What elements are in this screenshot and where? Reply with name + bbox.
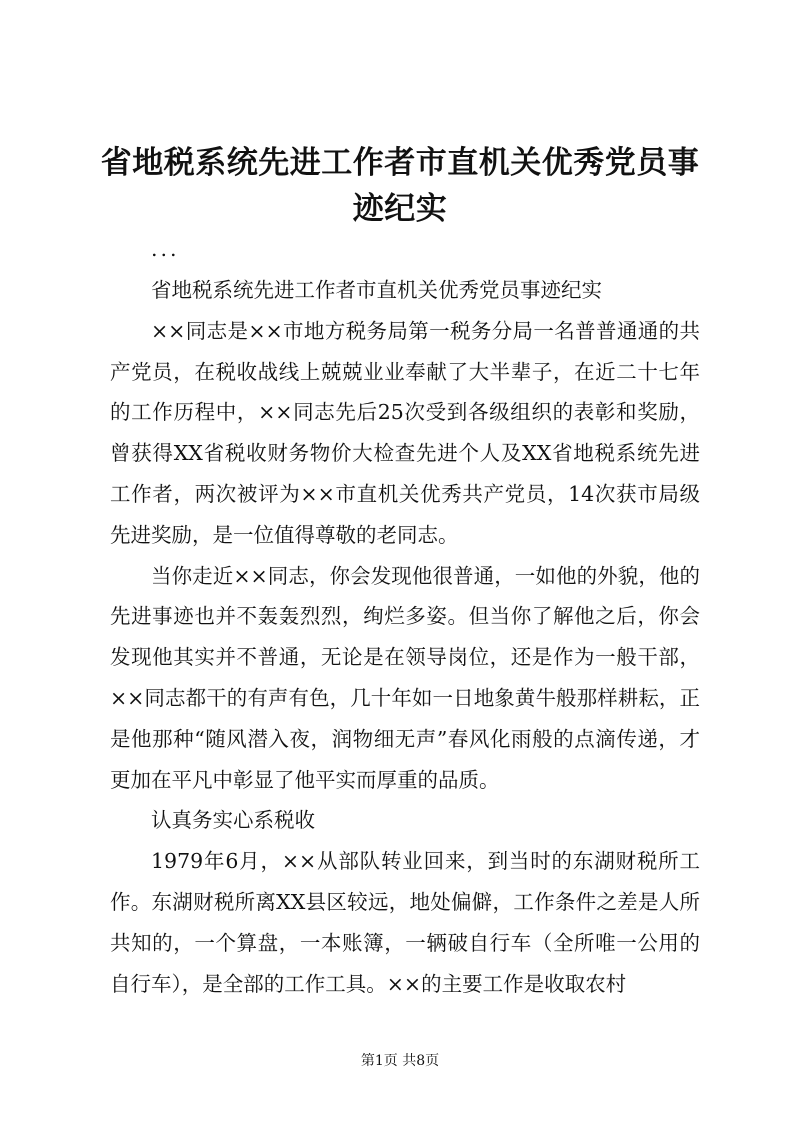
page-number: 第1页 共8页 bbox=[360, 1053, 440, 1069]
document-title: 省地税系统先进工作者市直机关优秀党员事迹纪实 bbox=[100, 145, 700, 227]
paragraph-heading: 省地税系统先进工作者市直机关优秀党员事迹纪实 bbox=[151, 278, 602, 302]
paragraph-approach: 当你走近××同志，你会发现他很普通，一如他的外貌，他的先进事迹也并不轰轰烈烈，绚烂多姿。但当你了解他之后，你会发现他其实并不普通，无论是在领导岗位，还是作为一般干部，××同志都干的有声有色，几十年如一日地象黄牛般那样耕耘，正是他那种“随风潜入夜，润物细无声”春风化雨般的点滴传递，才更加在平凡中彰显了他平实而厚重的品质。 bbox=[110, 563, 700, 792]
paragraph-history: 1979年6月，××从部队转业回来，到当时的东湖财税所工作。东湖财税所离XX县区较远，地处偏僻，工作条件之差是人所共知的，一个算盘，一本账簿，一辆破自行车（全所唯一公用的自行车），是全部的工作工具。××的主要工作是收取农村 bbox=[110, 849, 700, 996]
paragraph-intro: ××同志是××市地方税务局第一税务分局一名普普通通的共产党员，在税收战线上兢兢业业奉献了大半辈子，在近二十七年的工作历程中，××同志先后25次受到各级组织的表彰和奖励，曾获得XX省税收财务物价大检查先进个人及XX省地税系统先进工作者，两次被评为××市直机关优秀共产党员，14次获市局级先进奖励，是一位值得尊敬的老同志。 bbox=[110, 318, 700, 547]
ellipsis-marker: ... bbox=[151, 237, 180, 261]
document-body bbox=[110, 236, 700, 1004]
section-heading: 认真务实心系税收 bbox=[151, 808, 315, 833]
